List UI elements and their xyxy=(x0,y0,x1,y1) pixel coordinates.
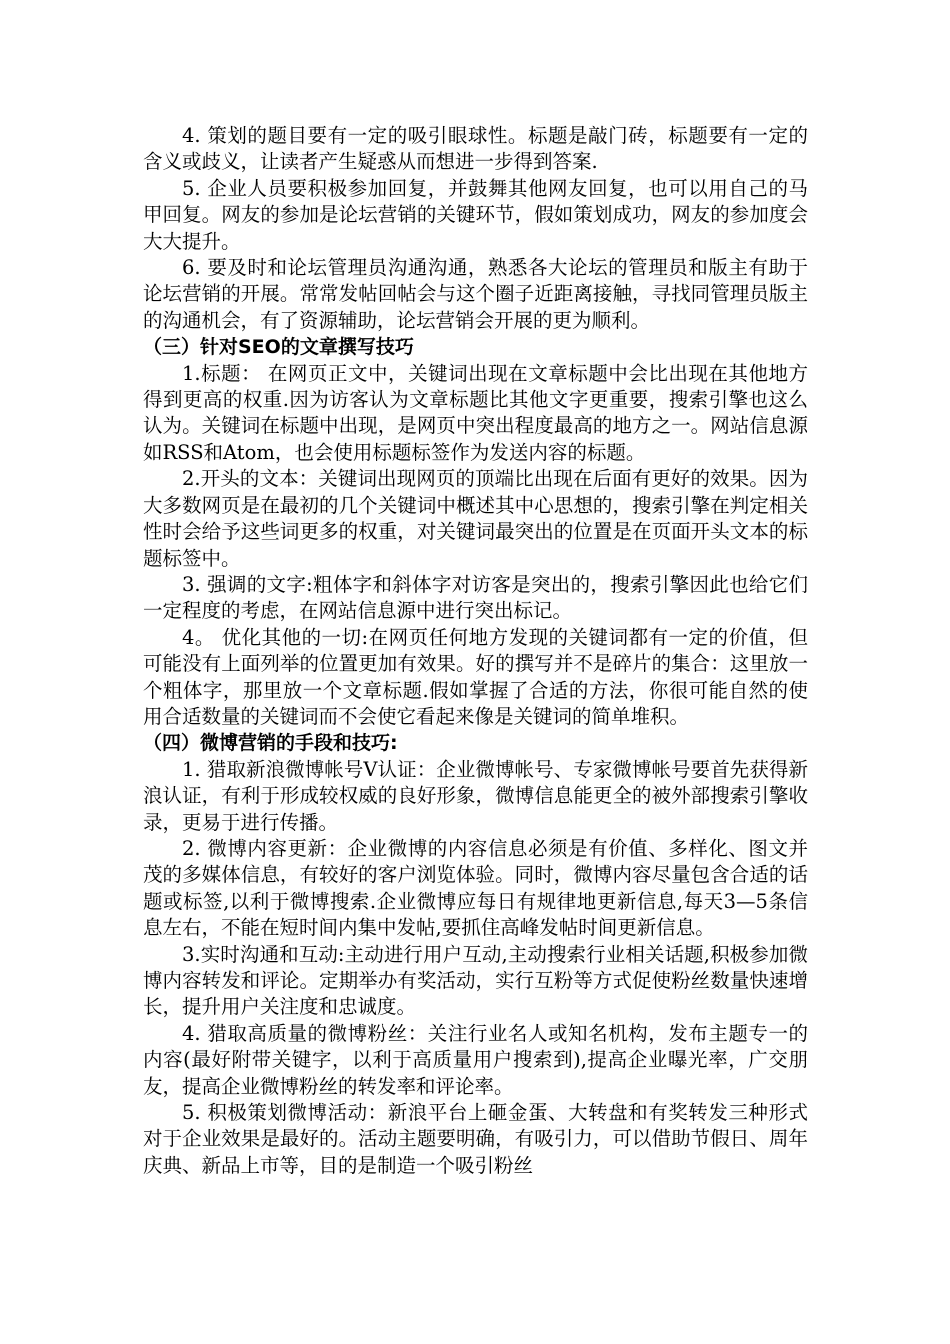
paragraph-seo-opening-text: 2.开头的文本：关键词出现网页的顶端比出现在后面有更好的效果。因为大多数网页是在最初的几个关键词中概述其中心思想的，搜索引擎在判定相关性时会给予这些词更多的权重，对关键词最突出的位置是在页面开头文本的标题标签中。 xyxy=(143,467,808,570)
paragraph-weibo-content-update: 2. 微博内容更新：企业微博的内容信息必须是有价值、多样化、图文并茂的多媒体信息，有较好的客户浏览体验。同时，微博内容尽量包含合适的话题或标签,以利于微博搜索.企业微博应每日有规律地更新信息,每天3—5条信息左右，不能在短时间内集中发帖,要抓住高峰发帖时间更新信息。 xyxy=(143,836,808,940)
paragraph-4-topic-attraction: 4. 策划的题目要有一定的吸引眼球性。标题是敲门砖，标题要有一定的含义或歧义，让读者产生疑惑从而想进一步得到答案. xyxy=(143,124,808,174)
paragraph-seo-emphasis: 3. 强调的文字:粗体字和斜体字对访客是突出的，搜索引擎因此也给它们一定程度的考虑，在网站信息源中进行突出标记。 xyxy=(143,572,808,623)
paragraph-seo-title: 1.标题： 在网页正文中，关键词出现在文章标题中会比出现在其他地方得到更高的权重.因为访客认为文章标题比其他文字更重要，搜索引擎也这么认为。关键词在标题中出现，是网页中突出程度最高的地方之一。网站信息源如RSS和Atom，也会使用标题标签作为发送内容的标题。 xyxy=(143,361,808,464)
paragraph-5-staff-replies: 5. 企业人员要积极参加回复，并鼓舞其他网友回复，也可以用自己的马甲回复。网友的参加是论坛营销的关键环节，假如策划成功，网友的参加度会大大提升。 xyxy=(143,176,808,253)
section-heading-seo-writing: （三）针对SEO的文章撰写技巧 xyxy=(143,336,414,359)
paragraph-seo-optimize-rest: 4。 优化其他的一切:在网页任何地方发现的关键词都有一定的价值，但可能没有上面列举的位置更加有效果。好的撰写并不是碎片的集合：这里放一个粗体字，那里放一个文章标题.假如掌握了合适的方法，你很可能自然的使用合适数量的关键词而不会使它看起来像是关键词的简单堆积。 xyxy=(143,625,808,728)
paragraph-weibo-quality-fans: 4. 猎取高质量的微博粉丝：关注行业名人或知名机构，发布主题专一的内容(最好附带关键字，以利于高质量用户搜索到),提高企业曝光率，广交朋友，提高企业微博粉丝的转发率和评论率。 xyxy=(143,1021,808,1098)
section-heading-weibo-marketing: （四）微博营销的手段和技巧: xyxy=(143,732,398,755)
paragraph-weibo-interaction: 3.实时沟通和互动:主动进行用户互动,主动搜索行业相关话题,积极参加微博内容转发和评论。定期举办有奖活动，实行互粉等方式促使粉丝数量快速增长，提升用户关注度和忠诚度。 xyxy=(143,942,808,1019)
paragraph-6-admin-communication: 6. 要及时和论坛管理员沟通沟通，熟悉各大论坛的管理员和版主有助于论坛营销的开展。常常发帖回帖会与这个圈子近距离接触，寻找同管理员版主的沟通机会，有了资源辅助，论坛营销会开展的更为顺利。 xyxy=(143,256,808,332)
paragraph-weibo-activities: 5. 积极策划微博活动：新浪平台上砸金蛋、大转盘和有奖转发三种形式对于企业效果是最好的。活动主题要明确，有吸引力，可以借助节假日、周年庆典、新品上市等，目的是制造一个吸引粉丝 xyxy=(143,1101,808,1177)
document-page xyxy=(143,123,808,1179)
paragraph-weibo-verification: 1. 猎取新浪微博帐号V认证：企业微博帐号、专家微博帐号要首先获得新浪认证，有利于形成较权威的良好形象，微博信息能更全的被外部搜索引擎收录，更易于进行传播。 xyxy=(143,757,808,834)
